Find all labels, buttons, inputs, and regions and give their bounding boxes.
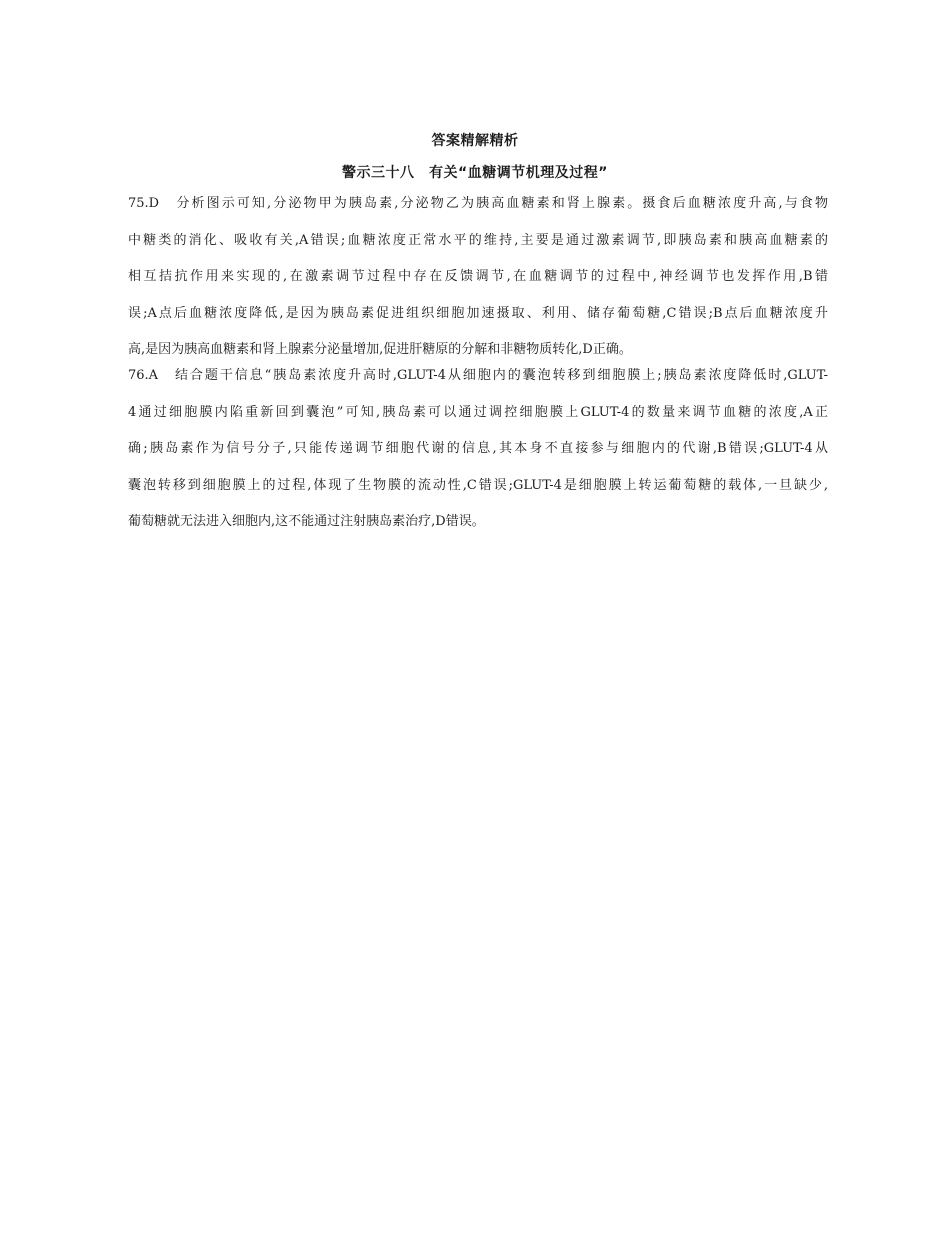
answer-line: 误;A点后血糖浓度降低,是因为胰岛素促进组织细胞加速摄取、利用、储存葡萄糖,C错误;B点后血糖浓度升 bbox=[128, 305, 828, 321]
answer-line: 76.A 结合题干信息“胰岛素浓度升高时,GLUT-4从细胞内的囊泡转移到细胞膜上;胰岛素浓度降低时,GLUT- bbox=[128, 368, 828, 383]
answer-line: 确;胰岛素作为信号分子,只能传递调节细胞代谢的信息,其本身不直接参与细胞内的代谢,B错误;GLUT-4从 bbox=[128, 441, 828, 456]
answer-line: 75.D 分析图示可知,分泌物甲为胰岛素,分泌物乙为胰高血糖素和肾上腺素。摄食后血糖浓度升高,与食物 bbox=[128, 196, 828, 211]
answer-line: 高,是因为胰高血糖素和肾上腺素分泌量增加,促进肝糖原的分解和非糖物质转化,D正确。 bbox=[128, 342, 632, 357]
answer-76 bbox=[128, 365, 828, 537]
answer-list bbox=[128, 193, 828, 537]
answer-line: 葡萄糖就无法进入细胞内,这不能通过注射胰岛素治疗,D错误。 bbox=[128, 514, 485, 529]
answer-line: 囊泡转移到细胞膜上的过程,体现了生物膜的流动性,C错误;GLUT-4是细胞膜上转运葡萄糖的载体,一旦缺少, bbox=[128, 477, 828, 493]
section-title: 警示三十八 有关“血糖调节机理及过程” bbox=[342, 165, 608, 181]
answer-line: 相互拮抗作用来实现的,在激素调节过程中存在反馈调节,在血糖调节的过程中,神经调节也发挥作用,B错 bbox=[128, 269, 828, 284]
document-title: 答案精解精析 bbox=[431, 133, 519, 149]
answer-75 bbox=[128, 193, 828, 365]
answer-line: 4通过细胞膜内陷重新回到囊泡”可知,胰岛素可以通过调控细胞膜上GLUT-4的数量来调节血糖的浓度,A正 bbox=[128, 404, 828, 420]
answer-line: 中糖类的消化、吸收有关,A错误;血糖浓度正常水平的维持,主要是通过激素调节,即胰岛素和胰高血糖素的 bbox=[128, 232, 828, 248]
